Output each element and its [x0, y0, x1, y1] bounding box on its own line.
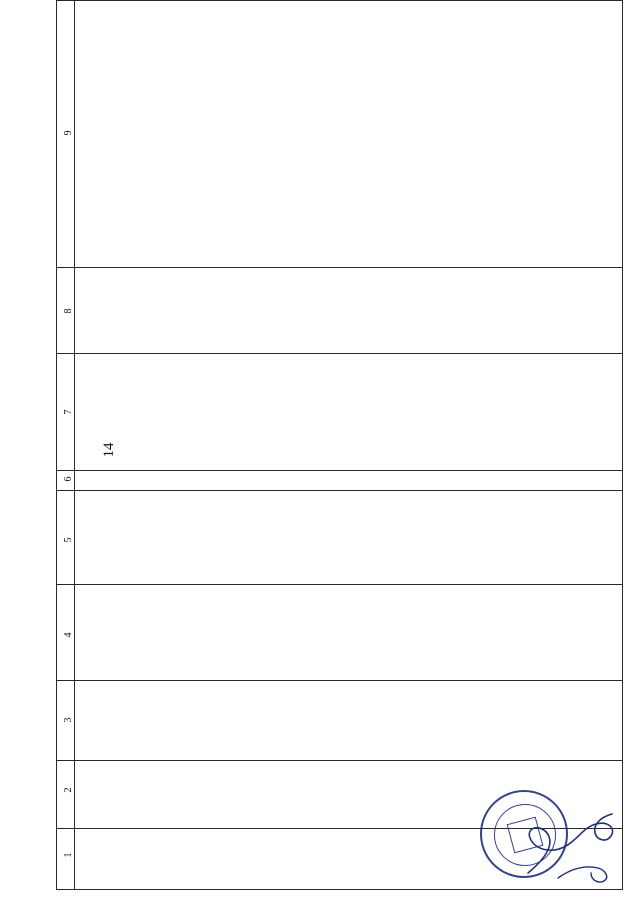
column-7-formula	[259, 361, 275, 451]
column-header-5: 5	[63, 537, 74, 543]
column-5-text	[78, 495, 108, 583]
row-divider-7	[56, 353, 623, 354]
signature-mark	[500, 770, 630, 900]
column-header-9: 9	[63, 130, 74, 136]
table-border-right	[622, 0, 623, 890]
column-9-text	[78, 4, 344, 266]
row-divider-6	[56, 470, 623, 471]
column-header-7: 7	[63, 409, 74, 415]
column-header-8: 8	[63, 308, 74, 314]
column-header-3: 3	[63, 717, 74, 723]
row-divider-4	[56, 584, 623, 585]
column-header-6: 6	[63, 476, 74, 482]
column-header-4: 4	[63, 632, 74, 638]
row-divider-2	[56, 760, 623, 761]
column-header-2: 2	[63, 787, 74, 793]
column-header-1: 1	[63, 852, 74, 858]
row-divider-3	[56, 680, 623, 681]
page-number: 14	[101, 442, 117, 458]
table-border-top	[56, 0, 623, 1]
row-divider-5	[56, 490, 623, 491]
